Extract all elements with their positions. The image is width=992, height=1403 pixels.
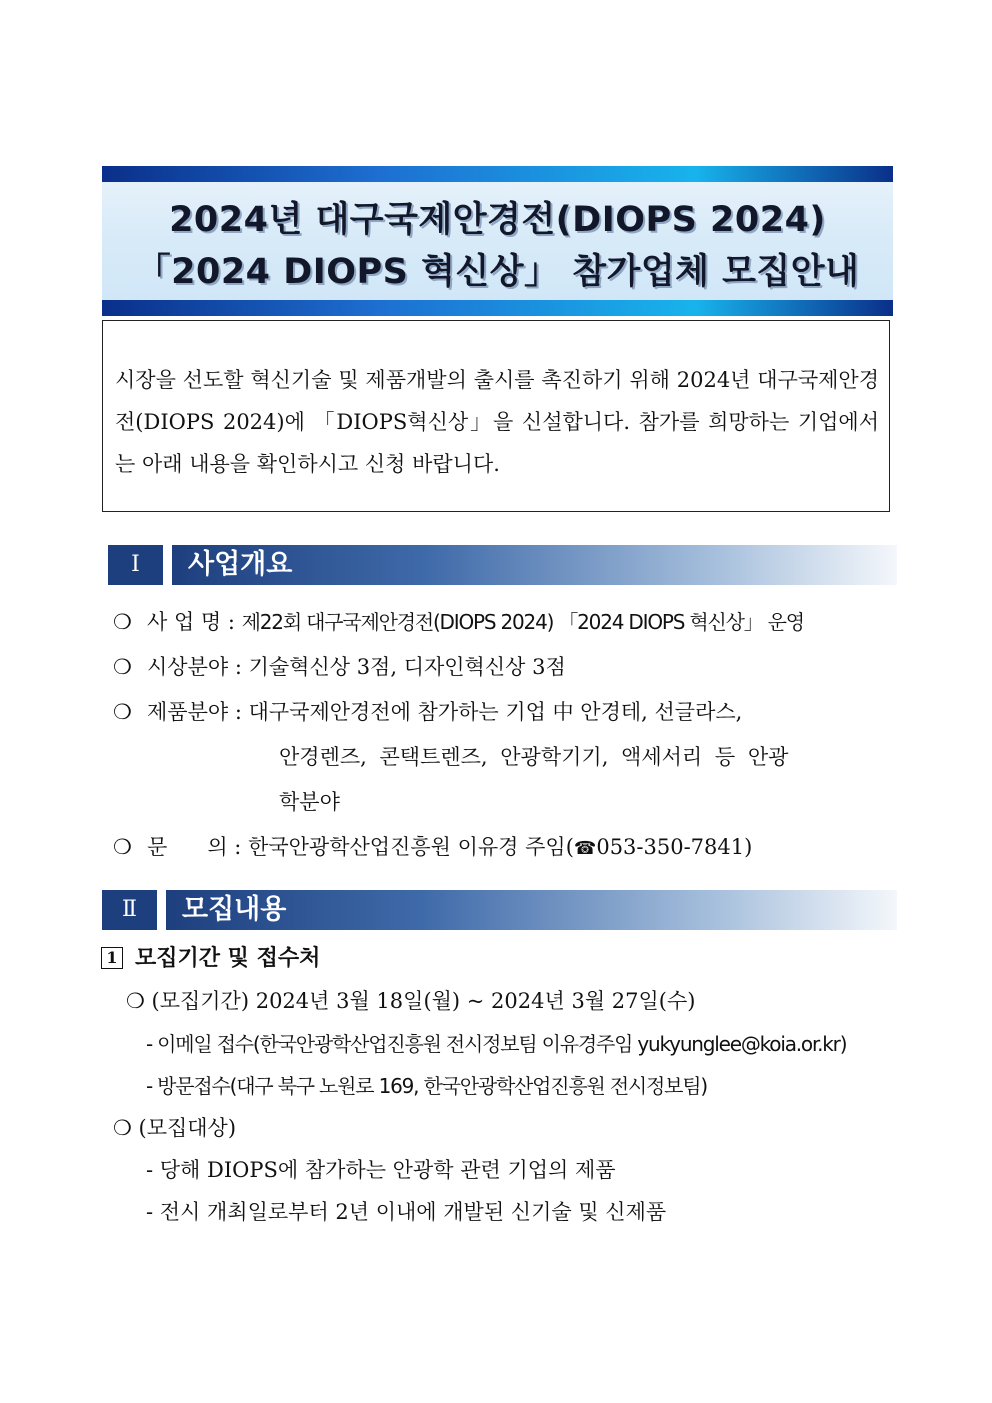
overview-item-product-field-line3: 학분야 [279,790,340,814]
intro-text: 시장을 선도할 혁신기술 및 제품개발의 출시를 촉진하기 위해 2024년 대구국제안경전(DIOPS 2024)에 「DIOPS혁신상」을 신설합니다. 참가를 희망하는 기업에서는 아래 내용을 확인하시고 신청 바랍니다. [115,368,879,476]
overview-item-contact [113,831,752,861]
overview-item-product-field [113,696,742,726]
item-key: 제품분야 : [147,700,242,724]
item-value: 기술혁신상 3점, 디자인혁신상 3점 [248,655,566,679]
overview-item-product-field-line2: 안경렌즈, 콘택트렌즈, 안광학기기, 액세서리 등 안광 [279,745,789,769]
target-item-2: - 전시 개최일로부터 2년 이내에 개발된 신기술 및 신제품 [146,1200,667,1224]
overview-item-project-name [113,606,804,636]
circle-bullet-icon: ❍ [113,655,132,679]
section-title: 모집내용 [166,890,897,930]
circle-bullet-icon: ❍ [113,610,132,634]
circle-bullet-icon: ❍ [113,700,132,724]
contact-phone: 053-350-7841) [596,835,753,859]
contact-text: 한국안광학산업진흥원 이유경 주임( [248,835,574,859]
item-value-line1: 대구국제안경전에 참가하는 기업 中 안경테, 선글라스, [248,700,743,724]
subsection-title [101,941,320,972]
item-key: 시상분야 : [147,655,242,679]
banner-top-bar [102,166,893,182]
item-key: 문 의 : [147,835,242,859]
banner-title-line2: 「2024 DIOPS 혁신상」 참가업체 모집안내 [135,252,860,292]
phone-icon: ☎ [573,838,597,859]
subsection-number: 1 [101,947,123,969]
intro-box [102,320,890,512]
section-title: 사업개요 [172,545,897,585]
circle-bullet-icon: ❍ [113,835,132,859]
subsection-label: 모집기간 및 접수처 [135,945,321,971]
section-number: Ⅰ [108,545,163,585]
recruitment-target: ❍ (모집대상) [113,1116,237,1140]
period-item-visit: - 방문접수(대구 북구 노원로 169, 한국안광학산업진흥원 전시정보팀) [146,1074,708,1098]
title-banner [102,166,893,316]
overview-item-award-categories [113,651,566,681]
item-value: 제22회 대구국제안경전(DIOPS 2024) 「2024 DIOPS 혁신상」 운영 [241,610,804,634]
target-item-1: - 당해 DIOPS에 참가하는 안광학 관련 기업의 제품 [146,1158,616,1182]
section-header-overview [102,545,897,585]
banner-bottom-bar [102,300,893,316]
period-item-email: - 이메일 접수(한국안광학산업진흥원 전시정보팀 이유경주임 yukyunglee@koia.or.kr) [146,1032,847,1056]
section-header-recruitment [102,890,897,930]
section-number: Ⅱ [102,890,157,930]
item-key: 사 업 명 : [147,610,235,634]
recruitment-period: ❍ (모집기간) 2024년 3월 18일(월) ~ 2024년 3월 27일(수) [126,989,696,1013]
banner-title-line1: 2024년 대구국제안경전(DIOPS 2024) [169,200,826,240]
